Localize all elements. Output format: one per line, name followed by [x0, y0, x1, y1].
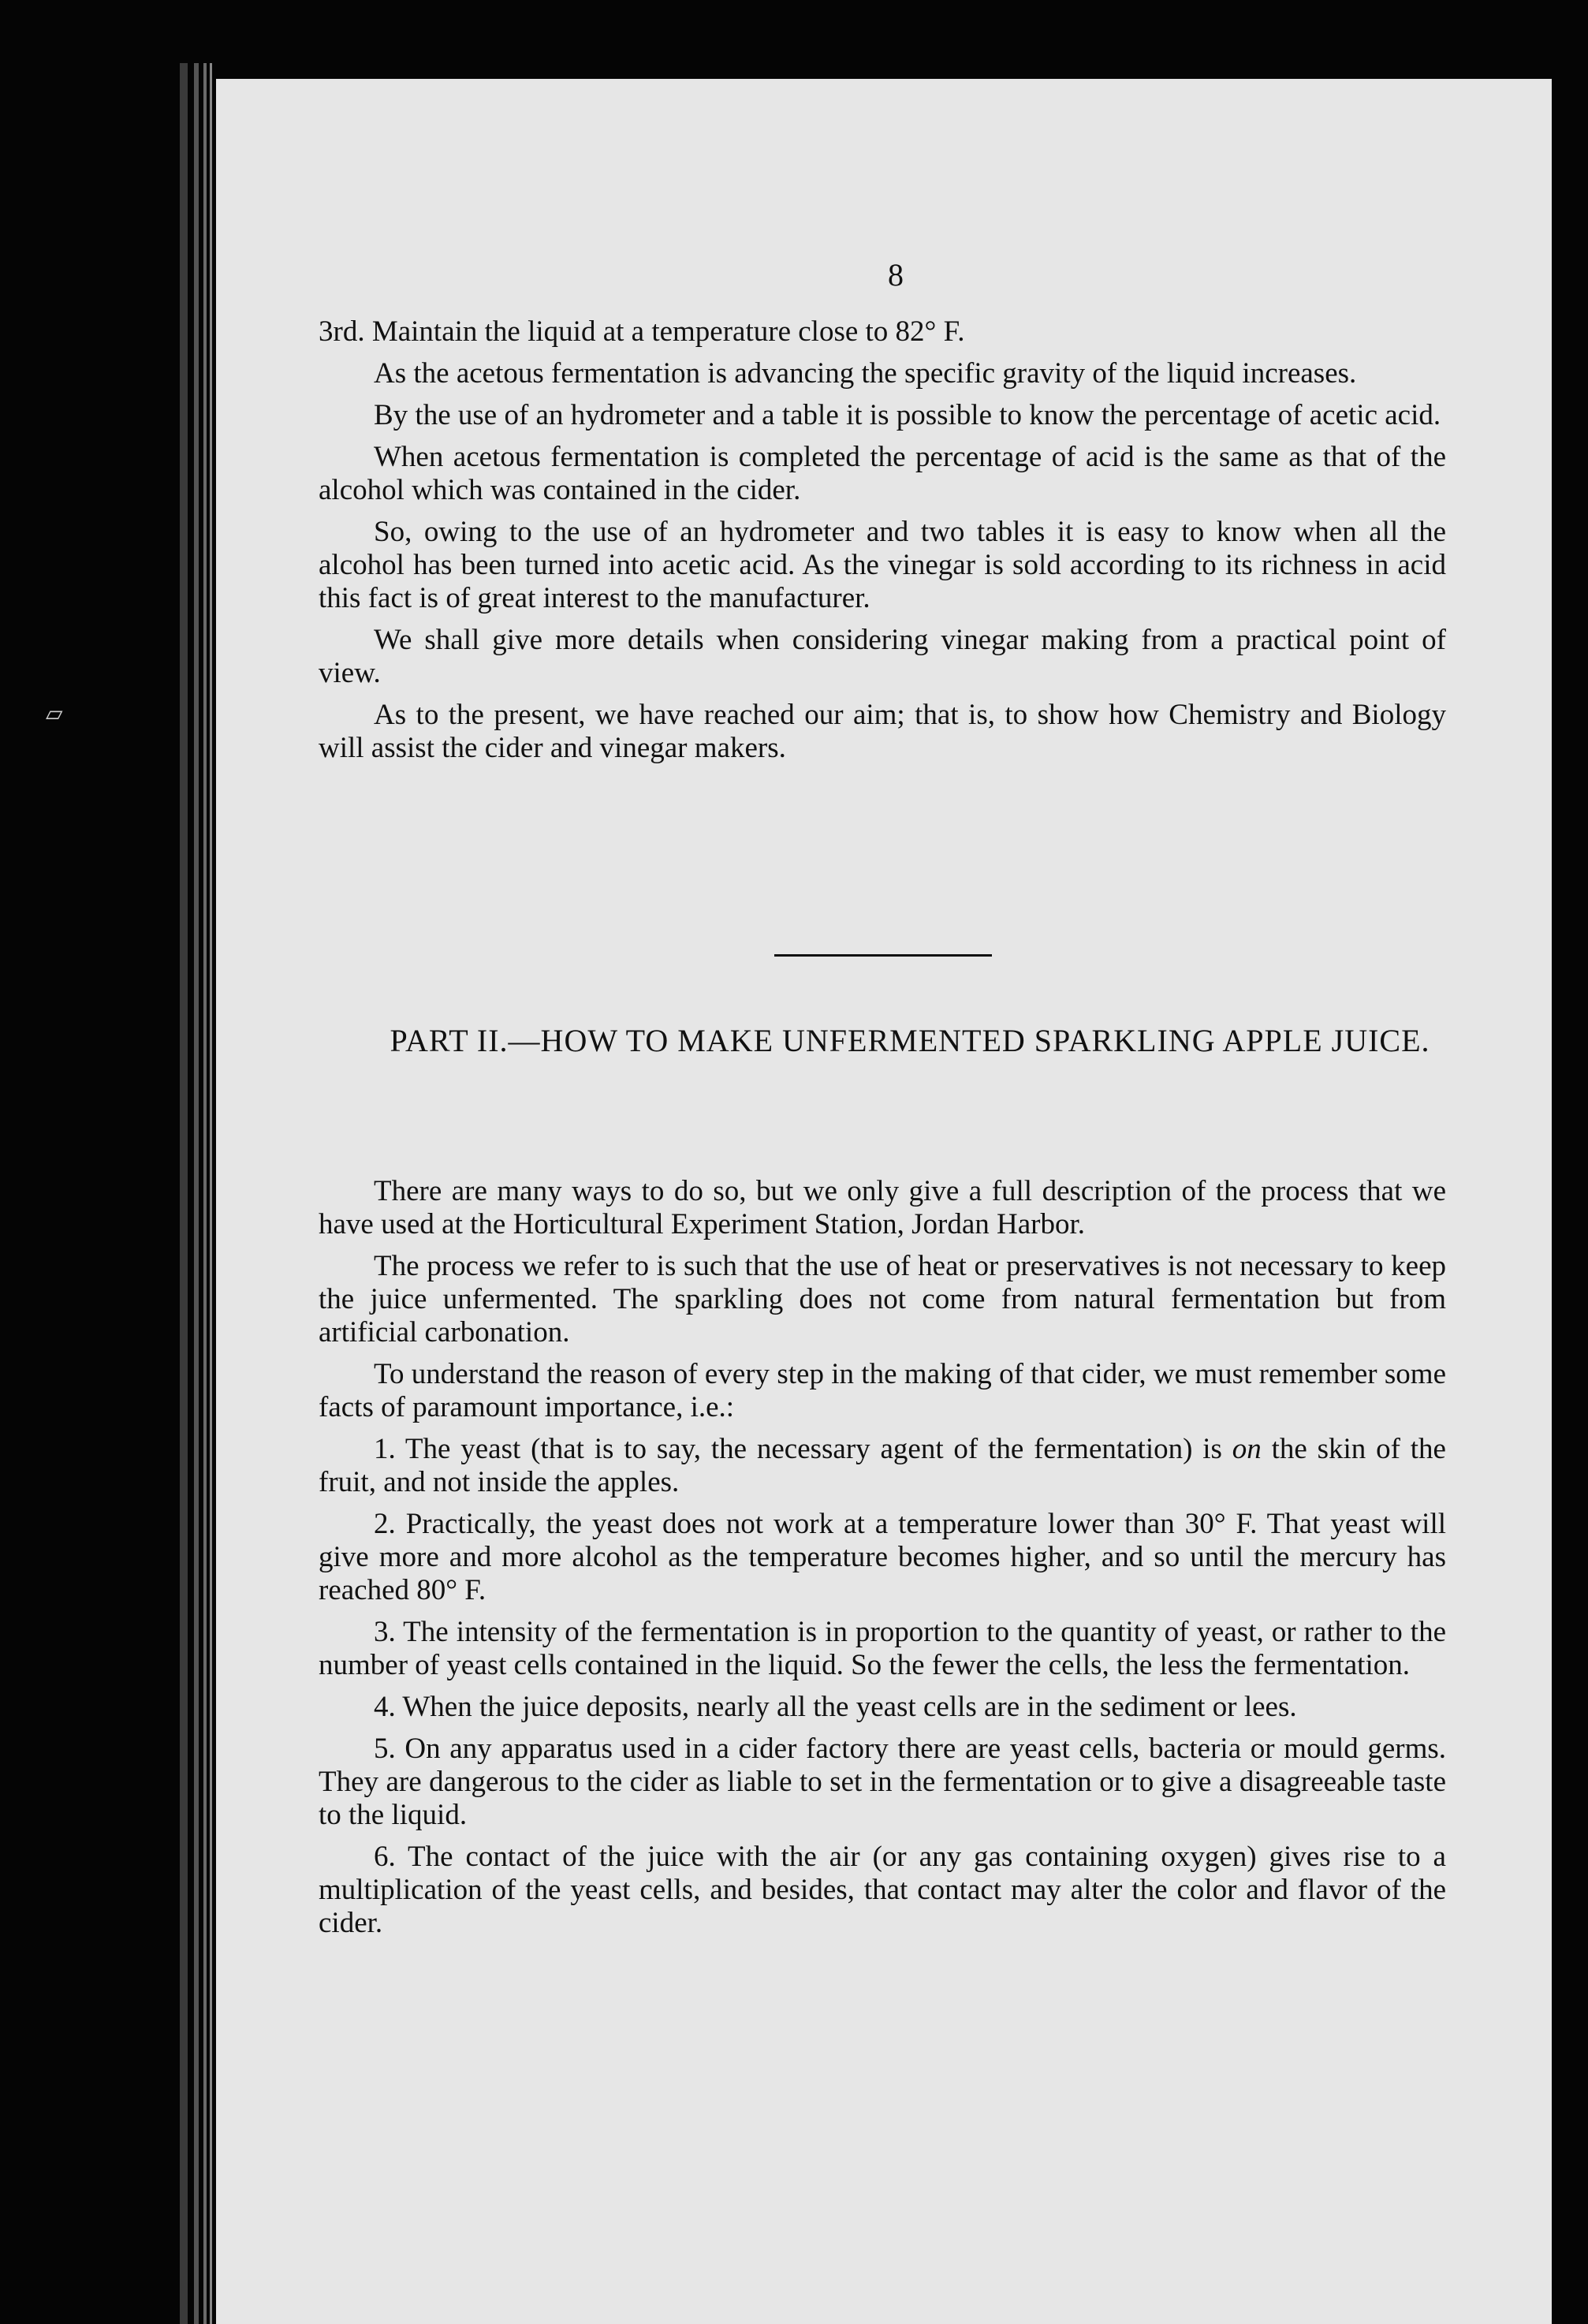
book-edge — [210, 63, 212, 2324]
fact-number: 5. — [374, 1733, 396, 1765]
fact-text: The contact of the juice with the air (or any gas containing oxygen) gives rise to a multiplication of the yeast cells, and besides, that contact may alter the color and flavor of the cider. — [319, 1841, 1446, 1939]
part2-text — [319, 1175, 1446, 1949]
fact-text: When the juice deposits, nearly all the yeast cells are in the sediment or lees. — [402, 1691, 1297, 1723]
part1-text — [319, 315, 1446, 774]
paragraph: When acetous fermentation is completed the percentage of acid is the same as that of the alcohol which was contained in the cider. — [319, 441, 1446, 506]
book-page — [216, 79, 1552, 2324]
paragraph: There are many ways to do so, but we only give a full description of the process that we have used at the Horticultural Experiment Station, Jordan Harbor. — [319, 1175, 1446, 1240]
section-heading: PART II.—HOW TO MAKE UNFERMENTED SPARKLING APPLE JUICE. — [390, 1023, 1430, 1058]
fact-number: 4. — [374, 1691, 396, 1723]
fact-text: The yeast (that is to say, the necessary agent of the fermentation) is — [404, 1433, 1232, 1465]
fact-item — [319, 1616, 1446, 1682]
paragraph: By the use of an hydrometer and a table it is possible to know the percentage of acetic acid. — [374, 399, 1441, 431]
fact-number: 3. — [374, 1616, 396, 1648]
book-edge — [203, 63, 207, 2324]
fact-item — [319, 1508, 1446, 1607]
margin-mark: ▱ — [46, 700, 63, 726]
section-divider — [774, 954, 992, 957]
fact-item — [319, 1841, 1446, 1940]
book-edge — [180, 63, 188, 2324]
paragraph: We shall give more details when considering vinegar making from a practical point of view. — [319, 624, 1446, 689]
fact-item — [319, 1691, 1446, 1724]
fact-number: 1. — [374, 1433, 396, 1465]
fact-number: 2. — [374, 1508, 396, 1540]
fact-text: Practically, the yeast does not work at a temperature lower than 30° F. That yeast will give more and more alcohol as the temperature becomes higher, and so until the mercury has reached 80° F. — [319, 1508, 1446, 1606]
fact-number: 6. — [374, 1841, 396, 1873]
page-number: 8 — [888, 257, 904, 293]
paragraph: To understand the reason of every step in the making of that cider, we must remember some facts of paramount importance, i.e.: — [319, 1358, 1446, 1423]
fact-item — [319, 1433, 1446, 1499]
paragraph: So, owing to the use of an hydrometer and two tables it is easy to know when all the alcohol has been turned into acetic acid. As the vinegar is sold according to its richness in acid this fact is of great interest to the manufacturer. — [319, 516, 1446, 614]
fact-text: The intensity of the fermentation is in proportion to the quantity of yeast, or rather to the number of yeast cells contained in the liquid. So the fewer the cells, the less the fermentation. — [319, 1616, 1446, 1681]
paragraph: As the acetous fermentation is advancing the specific gravity of the liquid increases. — [374, 357, 1357, 390]
book-edge — [194, 63, 199, 2324]
paragraph: 3rd. Maintain the liquid at a temperature close to 82° F. — [319, 315, 965, 348]
paragraph: The process we refer to is such that the use of heat or preservatives is not necessary to keep the juice unfermented. The sparkling does not come from natural fermentation but from artificial carbonation. — [319, 1250, 1446, 1349]
paragraph: As to the present, we have reached our aim; that is, to show how Chemistry and Biology will assist the cider and vinegar makers. — [319, 699, 1446, 764]
fact-text: the skin of the fruit, and not inside the apples. — [319, 1433, 1446, 1498]
fact-text: On any apparatus used in a cider factory there are yeast cells, bacteria or mould germs. They are dangerous to the cider as liable to set in the fermentation or to give a disagreeable taste to the liquid. — [319, 1733, 1447, 1831]
fact-item — [319, 1733, 1446, 1832]
fact-emphasis: on — [1232, 1433, 1262, 1465]
